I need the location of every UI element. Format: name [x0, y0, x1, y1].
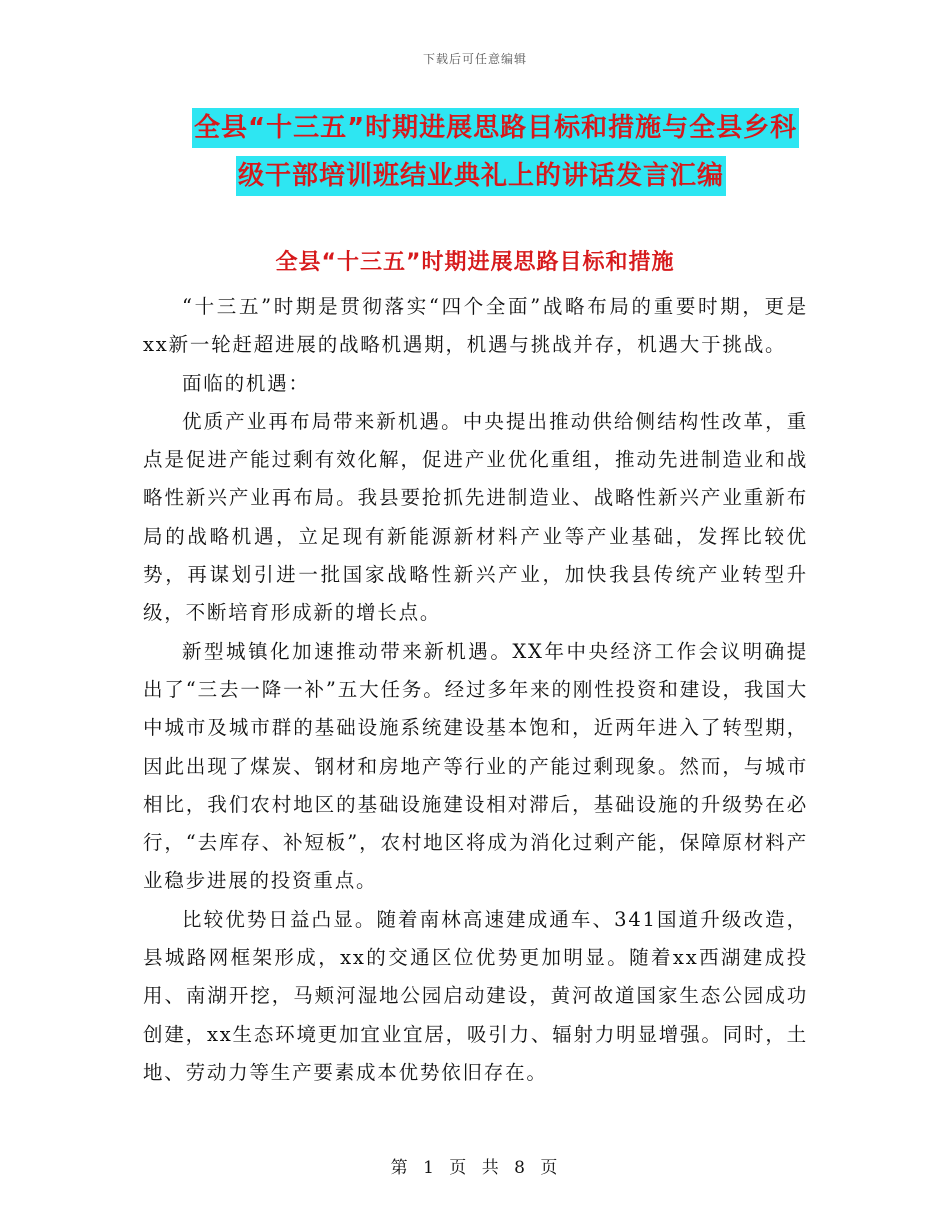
paragraph-opportunities-label: 面临的机遇： — [182, 371, 310, 395]
paragraph-industry: 优质产业再布局带来新机遇。中央提出推动供给侧结构性改革，重点是促进产能过剩有效化解，促进产业优化重组，推动先进制造业和战略性新兴产业再布局。我县要抢抓先进制造业、战略性新兴产业重新布局的战略机遇，立足现有新能源新材料产业等产业基础，发挥比较优势，再谋划引进一批国家战略性新兴产业，加快我县传统产业转型升级，不断培育形成新的增长点。 — [143, 409, 808, 625]
title-line-2: 级干部培训班结业典礼上的讲话发言汇编 — [236, 156, 726, 196]
header-note: 下载后可任意编辑 — [422, 52, 527, 66]
paragraph-intro: “十三五”时期是贯彻落实“四个全面”战略布局的重要时期，更是xx新一轮赶超进展的战略机遇期，机遇与挑战并存，机遇大于挑战。 — [143, 295, 808, 357]
page-number-footer: 第 1 页 共 8 页 — [390, 1158, 560, 1178]
paragraph-advantages: 比较优势日益凸显。随着南林高速建成通车、341国道升级改造，县城路网框架形成，xx的交通区位优势更加明显。随着xx西湖建成投用、南湖开挖，马颊河湿地公园启动建设，黄河故道国家生态公园成功创建，xx生态环境更加宜业宜居，吸引力、辐射力明显增强。同时，土地、劳动力等生产要素成本优势依旧存在。 — [143, 907, 808, 1084]
document-body — [143, 288, 808, 1092]
paragraph-urbanization: 新型城镇化加速推动带来新机遇。XX年中央经济工作会议明确提出了“三去一降一补”五大任务。经过多年来的刚性投资和建设，我国大中城市及城市群的基础设施系统建设基本饱和，近两年进入了转型期，因此出现了煤炭、钢材和房地产等行业的产能过剩现象。然而，与城市相比，我们农村地区的基础设施建设相对滞后，基础设施的升级势在必行，“去库存、补短板”，农村地区将成为消化过剩产能，保障原材料产业稳步进展的投资重点。 — [143, 639, 808, 893]
title-line-1: 全县“十三五”时期进展思路目标和措施与全县乡科 — [192, 108, 799, 148]
section-heading: 全县“十三五”时期进展思路目标和措施 — [275, 250, 675, 275]
